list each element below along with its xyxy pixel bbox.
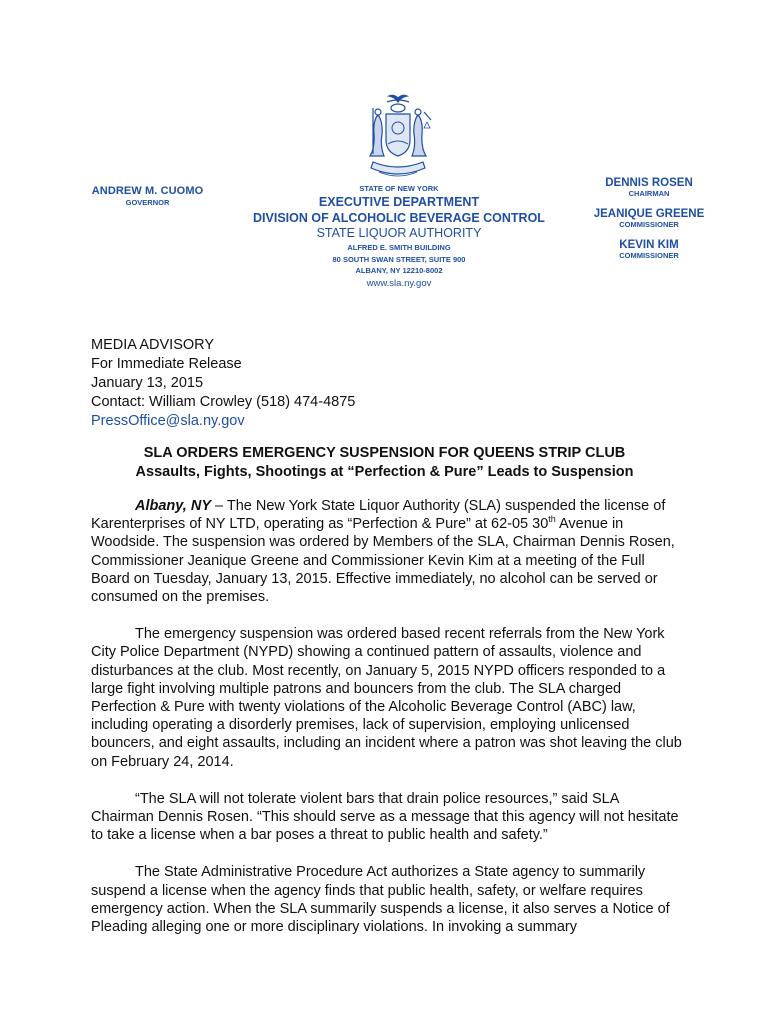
headline-subtitle: Assaults, Fights, Shootings at “Perfection & Pure” Leads to Suspension — [135, 464, 634, 480]
board-members — [583, 177, 715, 270]
headline — [91, 444, 678, 482]
state-name: STATE OF NEW YORK — [359, 184, 439, 193]
advisory-details — [91, 336, 355, 431]
official-name: DENNIS ROSEN — [605, 177, 693, 189]
official-name: JEANIQUE GREENE — [593, 208, 705, 220]
advisory-type: MEDIA ADVISORY — [91, 337, 215, 353]
address-line: ALBANY, NY 12210-8002 — [355, 266, 443, 275]
official-name: KEVIN KIM — [619, 239, 679, 251]
paragraph-4: The State Administrative Procedure Act authorizes a State agency to summarily suspend a license when the agency finds that public health, safety, or welfare requires emergency action. When the SLA summarily suspends a license, it also serves a Notice of Pleading alleging one or more disciplinary violations. In invoking a summary — [91, 864, 670, 936]
paragraph-text: – The New York State Liquor Authority (SLA) suspended the license of Karenterprises of NY LTD, operating as “Perfection & Pure” at 62-05 30 — [91, 498, 666, 533]
release-body — [91, 497, 683, 955]
contact-line: Contact: William Crowley (518) 474-4875 — [91, 394, 356, 410]
governor-block — [80, 185, 215, 207]
agency-website: www.sla.ny.gov — [366, 277, 432, 289]
paragraph-2: The emergency suspension was ordered based recent referrals from the New York City Police Department (NYPD) showing a continued pattern of assaults, violence and disturbances at the club. Most recently, on January 5, 2015 NYPD officers responded to a large fight involving multiple patrons and bouncers from the club. The SLA charged Perfection & Pure with twenty violations of the Alcoholic Beverage Control (ABC) law, including operating a disorderly premises, lack of supervision, employing unlicensed bouncers, and eight assaults, including an incident where a patron was shot leaving the club on February 24, 2014. — [91, 626, 682, 770]
release-note: For Immediate Release — [91, 356, 242, 372]
dateline: Albany, NY — [135, 498, 212, 514]
press-office-email-link[interactable]: PressOffice@sla.ny.gov — [91, 413, 245, 429]
division-name: DIVISION OF ALCOHOLIC BEVERAGE CONTROL — [253, 211, 545, 225]
official-title: COMMISSIONER — [619, 251, 679, 260]
governor-title: GOVERNOR — [125, 198, 170, 207]
agency-name: STATE LIQUOR AUTHORITY — [316, 226, 482, 240]
paragraph-1 — [91, 497, 683, 606]
department-name: EXECUTIVE DEPARTMENT — [318, 195, 480, 209]
agency-heading — [240, 184, 558, 289]
paragraph-3: “The SLA will not tolerate violent bars that drain police resources,” said SLA Chairman Dennis Rosen. “This should serve as a message that this agency will not hesitate to take a license when a bar poses a threat to public health and safety.” — [91, 790, 679, 844]
governor-name: ANDREW M. CUOMO — [91, 185, 204, 197]
agency-address — [240, 242, 558, 277]
official-title: CHAIRMAN — [628, 189, 670, 198]
address-line: ALFRED E. SMITH BUILDING — [347, 243, 451, 252]
new-york-state-seal-icon — [357, 92, 439, 184]
address-line: 80 SOUTH SWAN STREET, SUITE 900 — [332, 254, 466, 264]
release-date: January 13, 2015 — [91, 375, 204, 391]
headline-title: SLA ORDERS EMERGENCY SUSPENSION FOR QUEENS STRIP CLUB — [143, 445, 626, 461]
official-title: COMMISSIONER — [619, 220, 679, 229]
ordinal-suffix: th — [548, 514, 556, 525]
paragraph-text: Avenue in Woodside. The suspension was ordered by Members of the SLA, Chairman Dennis Rosen, Commissioner Jeanique Greene and Commissioner Kevin Kim at a meeting of the Full Board on Tuesday, January 13, 2015. Effective immediately, no alcohol can be served or consumed on the premises. — [91, 516, 675, 606]
